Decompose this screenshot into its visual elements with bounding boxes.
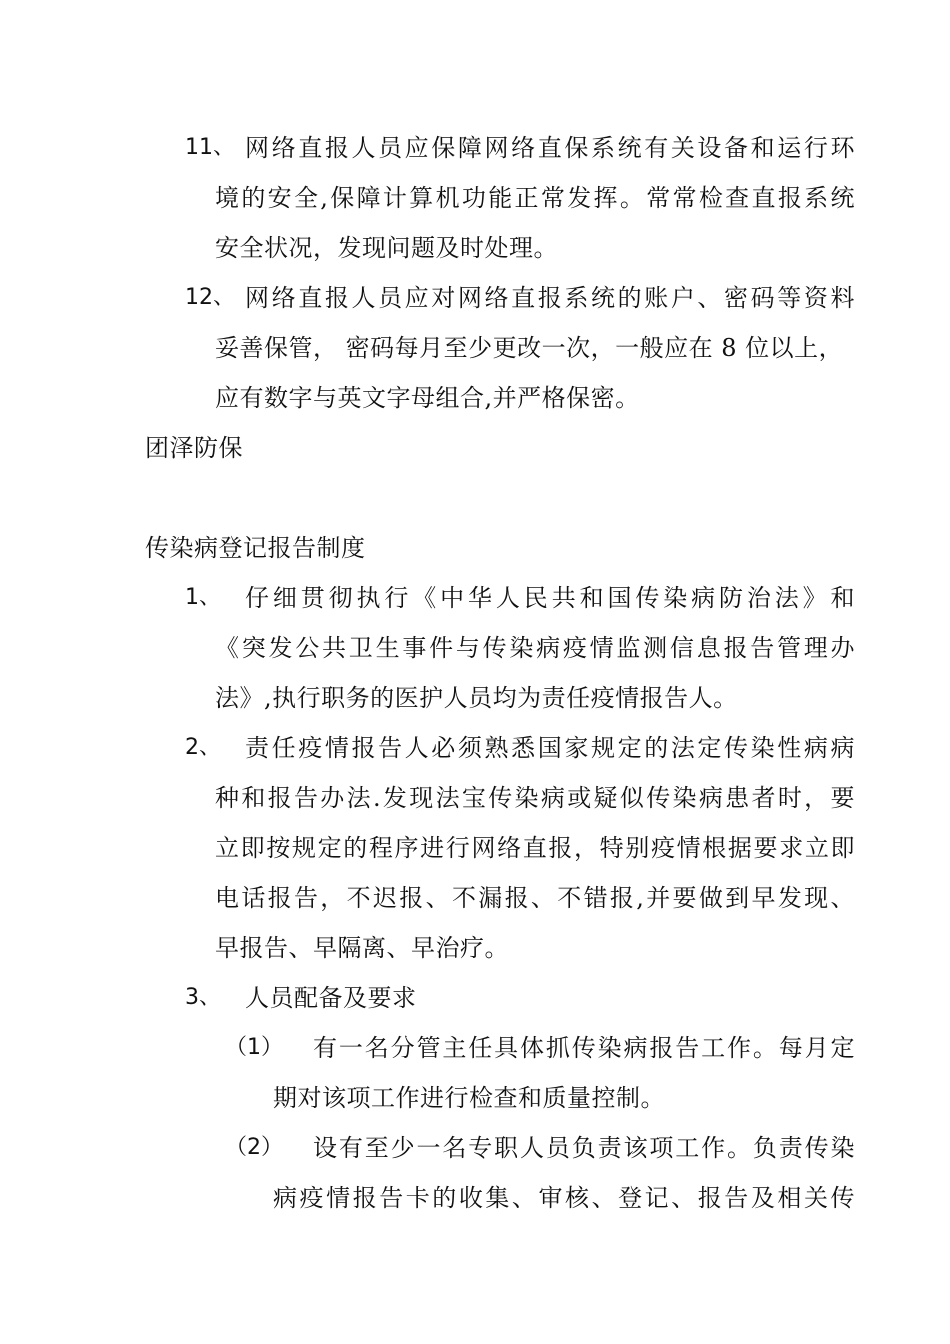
list-item-text: 应有数字与英文字母组合,并严格保密。: [215, 384, 640, 412]
list-item-text: 早报告、早隔离、早治疗。: [215, 934, 509, 962]
list-marker: 12、: [185, 285, 235, 310]
sub-list-item-text: 有一名分管主任具体抓传染病报告工作。每月定: [313, 1034, 855, 1062]
sub-list-item-text: 病疫情报告卡的收集、审核、登记、报告及相关传: [273, 1184, 855, 1212]
sub-list-marker: （2）: [225, 1135, 283, 1160]
organization-name: 团泽防保: [145, 434, 243, 462]
list-item-text: 安全状况，发现问题及时处理。: [215, 234, 558, 262]
list-item-text: 种和报告办法.发现法宝传染病或疑似传染病患者时，要: [215, 784, 855, 812]
list-item-text: 网络直报人员应对网络直报系统的账户、密码等资料: [245, 284, 855, 312]
list-marker: 11、: [185, 135, 235, 160]
list-item-text: 责任疫情报告人必须熟悉国家规定的法定传染性病病: [245, 734, 855, 762]
section-title: 传染病登记报告制度: [145, 534, 366, 562]
sub-list-item-text: 期对该项工作进行检查和质量控制。: [273, 1084, 665, 1112]
sub-list-marker: （1）: [225, 1035, 283, 1060]
list-marker: 1、: [185, 585, 221, 610]
list-item-text: 立即按规定的程序进行网络直报，特别疫情根据要求立即: [215, 834, 855, 862]
sub-list-item-text: 设有至少一名专职人员负责该项工作。负责传染: [313, 1134, 855, 1162]
list-item-text: 电话报告，不迟报、不漏报、不错报,并要做到早发现、: [215, 884, 855, 912]
list-marker: 2、: [185, 735, 221, 760]
list-item-text: 妥善保管， 密码每月至少更改一次，一般应在 8 位以上，: [215, 334, 844, 362]
list-item-text: 法》,执行职务的医护人员均为责任疫情报告人。: [215, 684, 738, 712]
list-item-text: 人员配备及要求: [245, 984, 417, 1012]
list-item-text: 网络直报人员应保障网络直保系统有关设备和运行环: [245, 134, 855, 162]
list-item-text: 境的安全,保障计算机功能正常发挥。常常检查直报系统: [215, 184, 855, 212]
list-item-text: 仔细贯彻执行《中华人民共和国传染病防治法》和: [245, 584, 855, 612]
list-marker: 3、: [185, 985, 221, 1010]
list-item-text: 《突发公共卫生事件与传染病疫情监测信息报告管理办: [215, 634, 855, 662]
